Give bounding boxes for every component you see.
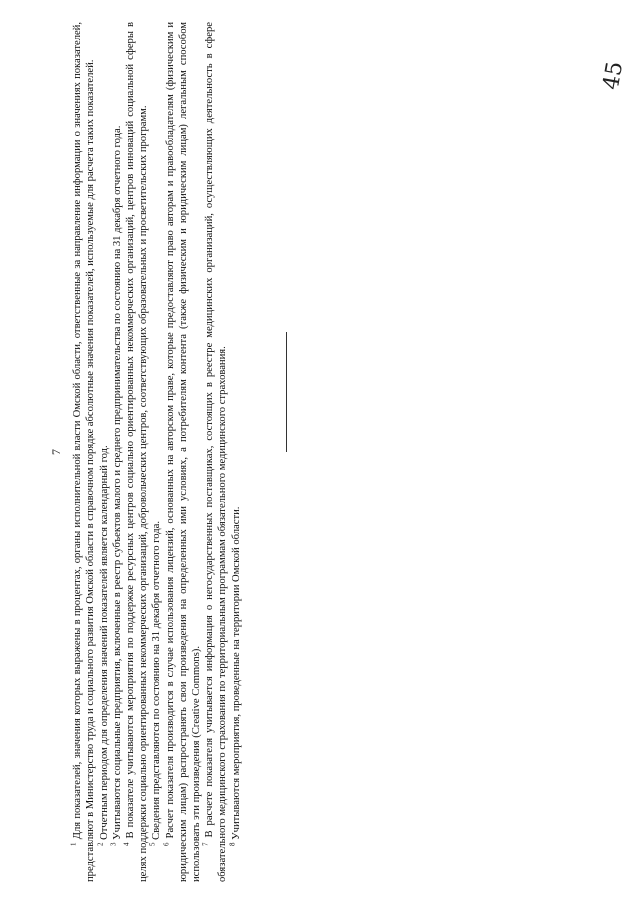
footnote-text: Отчетным периодом для определения значений показателей является календарный год. (98, 445, 110, 840)
footnote-number: 4 (122, 842, 131, 846)
handwritten-page-mark: 45 (598, 59, 629, 92)
footnote (124, 22, 150, 882)
footnote (111, 22, 124, 882)
footnote-number: 7 (201, 842, 210, 846)
footnote-text: Учитываются социальные предприятия, включенные в реестр субъектов малого и среднего предпринимательства по состоянию на 31 декабря отчетного года. (111, 125, 123, 840)
footnote-text: В показателе учитываются мероприятия по поддержке ресурсных центров социально ориентированных некоммерческих организаций, центров инноваций социальной сферы в целях поддержки социально ориентированных некоммерческих организаций, добровольческих центров, соответствующих образовательных и просветительских программ. (125, 22, 150, 882)
rotated-content (50, 22, 310, 882)
footnotes (71, 22, 243, 882)
footnote-number: 8 (228, 842, 237, 846)
footnote-number: 5 (148, 842, 157, 846)
footnote-text: Для показателей, значения которых выражены в процентах, органы исполнительной власти Омской области, ответственные за направление информации о значениях показателей, представляют в Министерство труда и социального развития Омской области в справочном порядке абсолютные значения показателей, используемые для расчета таких показателей. (72, 22, 97, 882)
footnote (203, 22, 229, 882)
separator-line (286, 332, 287, 452)
footnote-number: 2 (96, 842, 105, 846)
footnote-number: 6 (162, 842, 171, 846)
footnote-number: 1 (69, 842, 78, 846)
page-number: 7 (49, 449, 63, 455)
footnote-text: Учитываются мероприятия, проведенные на территории Омской области. (230, 506, 242, 840)
footnote (150, 22, 163, 882)
footnote-number: 3 (109, 842, 118, 846)
footnote-text: Расчет показателя производится в случае использования лицензий, основанных на авторском праве, которые предоставляют право авторам и правообладателям (физическим и юридическим лицам) распространять свои произведения на определенных ими условиях, а потребителям контента (также физическим и юридическим лицам) легальным способом использовать эти произведения (Creative Commons). (164, 22, 203, 882)
footnote-text: Сведения представляются по состоянию на 31 декабря отчетного года. (151, 521, 163, 840)
footnote-text: В расчете показателя учитывается информация о негосударственных поставщиках, состоящих в реестре медицинских организаций, осуществляющих деятельность в сфере обязательного медицинского страхования по территориальным программам обязательного медицинского страхования. (204, 22, 229, 882)
footnote (98, 22, 111, 882)
footnote (230, 22, 243, 882)
footnote (164, 22, 204, 882)
footnote (71, 22, 97, 882)
